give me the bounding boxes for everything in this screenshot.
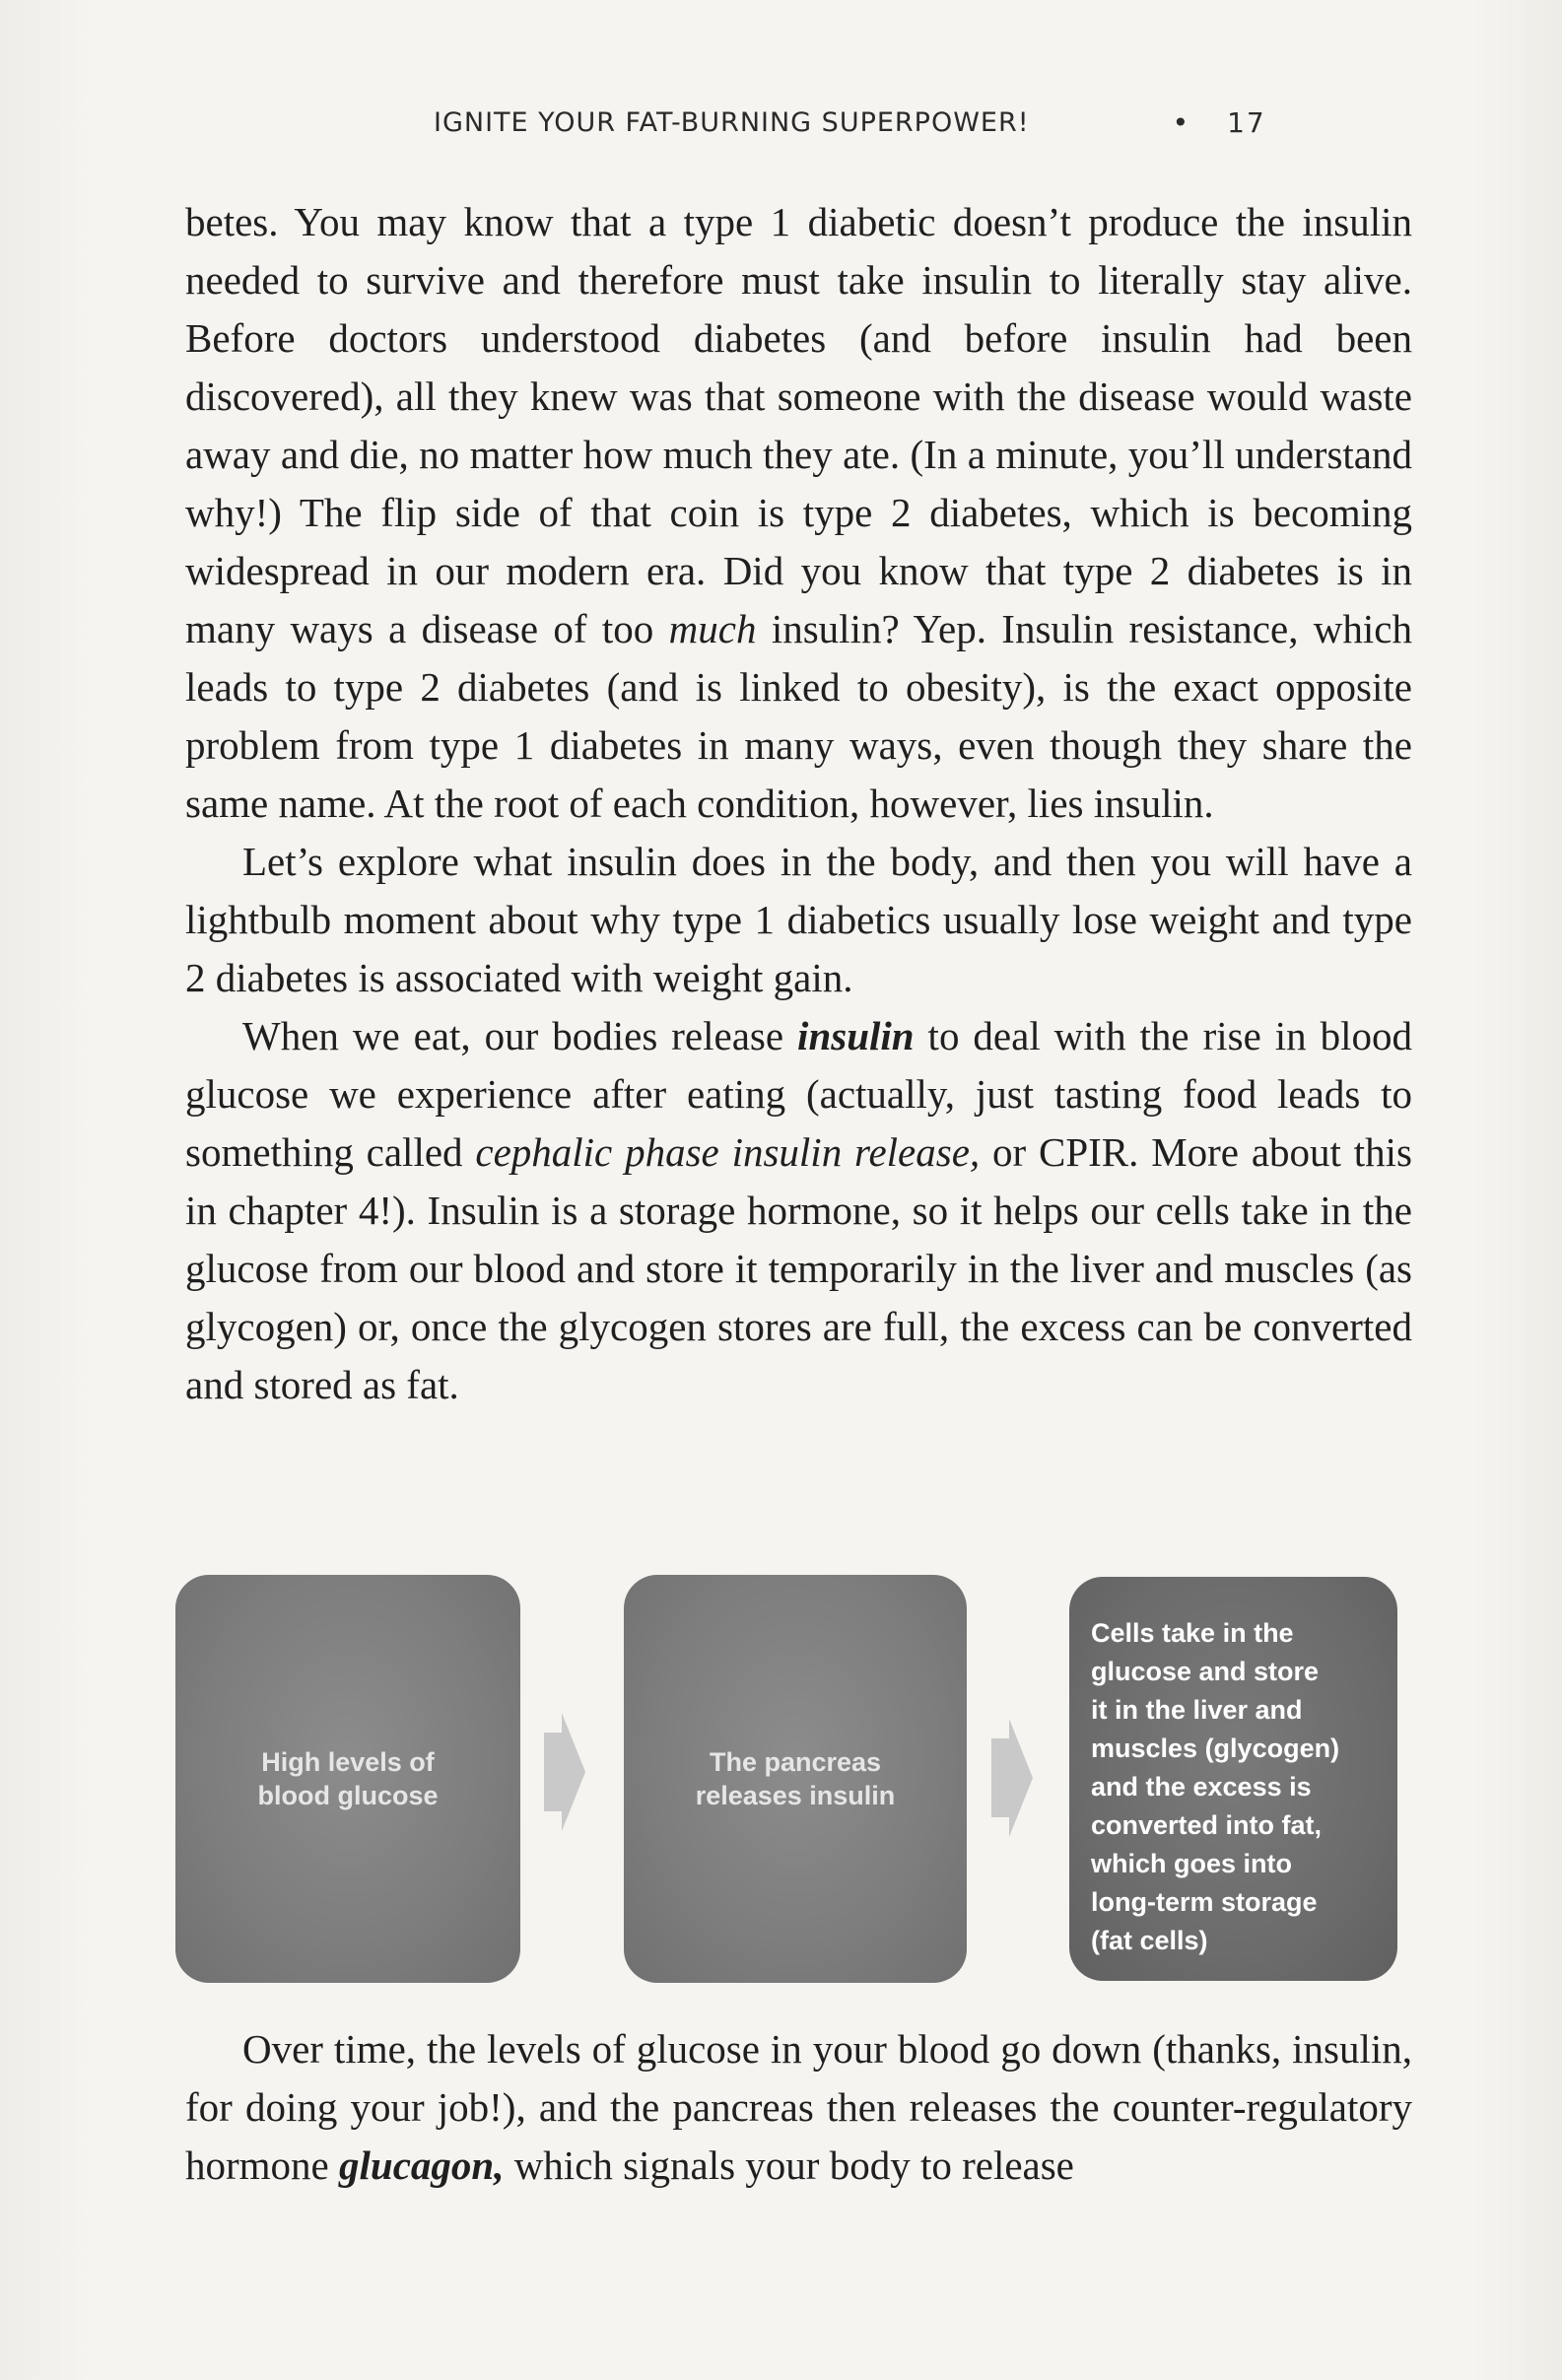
step-2-label: The pancreas releases insulin: [695, 1747, 896, 1810]
text-run: which signals your body to release: [504, 2142, 1074, 2188]
running-header: [434, 106, 1419, 139]
step-3-label: [1091, 1614, 1339, 1960]
step-3-line: muscles (glycogen): [1091, 1734, 1340, 1763]
paragraph-1: [185, 193, 1412, 833]
arrow-right-icon: [544, 1713, 585, 1831]
step-3-line: it in the liver and: [1091, 1695, 1303, 1725]
text-run: or CPIR. More about this in chapter 4!). Insulin is a storage hormone, so it helps our cells take in the glucose from our blood and store it temporarily in the liver and muscles (as glycogen) or, once the glycogen stores are full, the excess can be converted and stored as fat.: [185, 1129, 1412, 1407]
step-3-line: and the excess is: [1091, 1772, 1312, 1802]
step-3-line: converted into fat,: [1091, 1810, 1323, 1840]
text-run: to deal with the rise in blood glucose we experience after eating (actually, just tasting food leads to something called: [185, 1013, 1413, 1175]
emphasis-cpir: cephalic phase insulin release,: [475, 1129, 981, 1175]
step-1-label: High levels of blood glucose: [257, 1747, 439, 1810]
page-number: 17: [1227, 106, 1266, 139]
paragraph-4: [185, 2020, 1412, 2195]
emphasis-insulin: insulin: [797, 1013, 915, 1058]
running-title: IGNITE YOUR FAT-BURNING SUPERPOWER!: [434, 107, 1030, 138]
step-3-line: glucose and store: [1091, 1657, 1320, 1686]
text-run: Over time, the levels of glucose in your blood go down (thanks, insulin, for doing your job!), and the pancreas then releases the counter-regulatory hormone: [185, 2026, 1412, 2188]
paragraph-2: Let’s explore what insulin does in the body, and then you will have a lightbulb moment about why type 1 diabetics usually lose weight and type 2 diabetes is associated with weight gain.: [185, 839, 1412, 1000]
emphasis-much: much: [668, 606, 757, 651]
text-run: betes. You may know that a type 1 diabetic doesn’t produce the insulin needed to survive and therefore must take insulin to literally stay alive. Before doctors understood diabetes (and before insulin had been discovered), all they knew was that someone with the disease would waste away and die, no matter how much they ate. (In a minute, you’ll understand why!) The flip side of that coin is type 2 diabetes, which is becoming widespread in our modern era. Did you know that type 2 diabetes is in many ways a disease of too: [185, 199, 1412, 651]
diagram-step-1: [175, 1575, 520, 1983]
text-run: insulin? Yep. Insulin resistance, which leads to type 2 diabetes (and is linked to obesity), is the exact opposite problem from type 1 diabetes in many ways, even though they share the same name. At the root of each condition, however, lies insulin.: [185, 606, 1412, 826]
body-text-top: [185, 193, 1412, 1414]
paragraph-3: [185, 1007, 1412, 1414]
emphasis-glucagon: glucagon,: [339, 2142, 505, 2188]
body-text-bottom: [185, 2020, 1412, 2195]
step-3-line: which goes into: [1091, 1849, 1293, 1878]
step-3-line: Cells take in the: [1091, 1618, 1294, 1648]
header-bullet: •: [1172, 106, 1190, 139]
step-3-line: (fat cells): [1091, 1926, 1208, 1955]
diagram-step-2: [624, 1575, 967, 1983]
insulin-flow-diagram: [175, 1575, 1397, 1989]
step-3-line: long-term storage: [1091, 1887, 1318, 1917]
text-run: When we eat, our bodies release: [242, 1013, 798, 1058]
arrow-right-icon: [991, 1719, 1033, 1837]
diagram-step-3: [1069, 1577, 1397, 1981]
